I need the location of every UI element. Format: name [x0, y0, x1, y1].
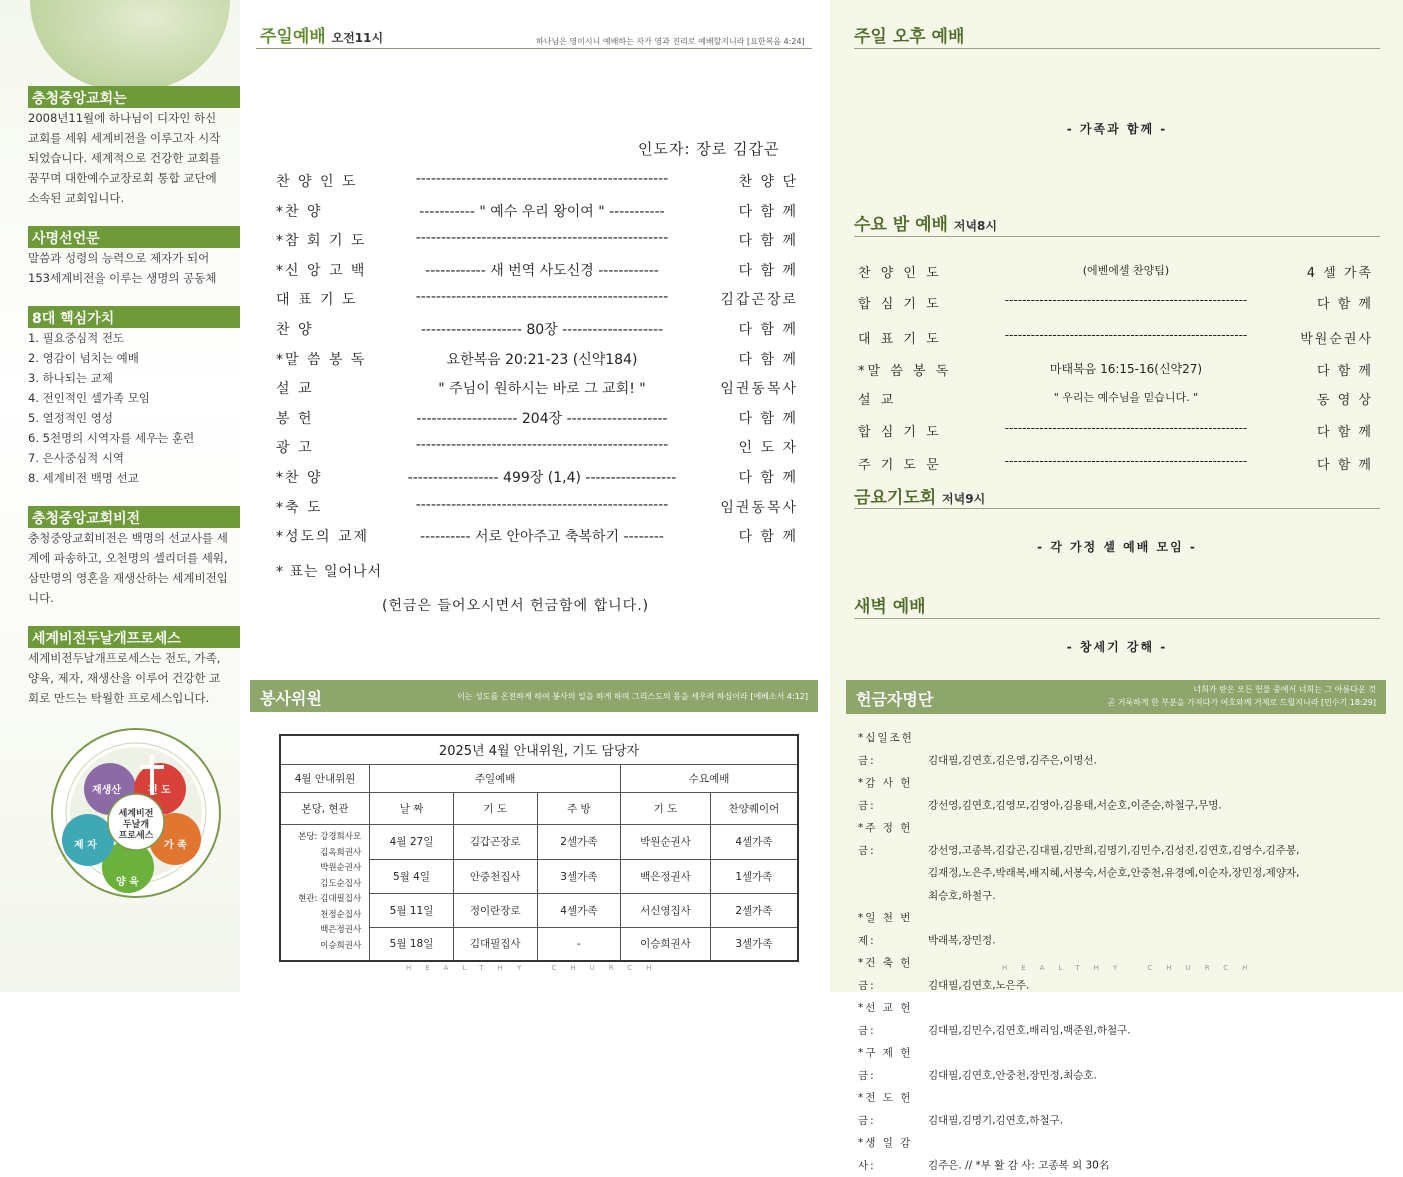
- item-leader: 다 함 께: [738, 233, 798, 250]
- volunteers-title: 봉사위원: [260, 689, 322, 708]
- giver-label: *주 정 헌 금:: [858, 822, 913, 857]
- sub-header: 주 방: [537, 792, 621, 824]
- intro-title: 충청중앙교회는: [28, 86, 240, 108]
- giver-label: *일 천 번 제:: [858, 912, 913, 947]
- item-detail: --------------------------------------------------: [415, 171, 669, 187]
- svg-text:프로세스: 프로세스: [118, 831, 154, 841]
- fri-note: - 각 가정 셀 예배 모임 -: [1037, 540, 1197, 554]
- giver-line: [858, 772, 1383, 817]
- item-detail: ----------- " 예수 우리 왕이여 " -----------: [419, 203, 665, 220]
- giver-names: 김대필,김연호,김은영,김주은,이명선.: [928, 754, 1097, 767]
- worship-row: [276, 260, 796, 280]
- giver-names: 강선영,고종복,김갑곤,김대필,김만희,김명기,김민수,김성진,김연호,김영수,김주봉,: [928, 844, 1300, 857]
- value-item: 4. 전인적인 셀가족 모임: [28, 391, 150, 405]
- svg-text:제 자: 제 자: [74, 840, 97, 851]
- item-detail: --------------------------------------------------------: [1004, 328, 1248, 342]
- wed-row: [858, 328, 1373, 347]
- guide-list: 본당: 강경희사모 김옥희권사 박원순권사 김도순집사 현관: 김대필집사 천정순집사 백은정권사 이승희권사: [280, 824, 370, 961]
- worship-row: [276, 497, 796, 517]
- wed-row: [858, 454, 1373, 473]
- wed-row: [858, 421, 1373, 440]
- item-detail: ---------- 서로 안아주고 축복하기 --------: [420, 529, 664, 546]
- item-name: 합 심 기 도: [858, 425, 942, 440]
- dawn-note: - 창세기 강해 -: [1066, 640, 1168, 654]
- sub-header: 찬양퀘이어: [710, 792, 798, 824]
- leaf-image: [30, 0, 230, 90]
- giver-line: [858, 817, 1383, 862]
- item-name: 합 심 기 도: [858, 297, 942, 312]
- giver-line: [858, 1132, 1383, 1177]
- item-name: *찬 양: [276, 203, 323, 220]
- sub-header: 기 도: [621, 792, 711, 824]
- giver-label: *구 제 헌 금:: [858, 1047, 913, 1082]
- item-detail: 요한복음 20:21-23 (신약184): [446, 351, 638, 368]
- svg-text:전 도: 전 도: [148, 785, 171, 796]
- item-leader: 찬 양 단: [738, 174, 798, 190]
- item-name: *찬 양: [276, 470, 323, 486]
- mission-text: 말씀과 성령의 능력으로 제자가 되어 153세계비전을 이루는 생명의 공동체: [28, 251, 217, 285]
- divider: [854, 236, 1380, 237]
- worship-row: [276, 349, 796, 369]
- svg-text:두날개: 두날개: [122, 820, 150, 830]
- table-row: 5월 11일 정이란장로 4셀가족 서신영집사 2셀가족: [280, 893, 798, 927]
- worship-row: [276, 408, 796, 428]
- item-name: 광 고: [276, 440, 314, 457]
- item-name: *말 씀 봉 독: [858, 364, 952, 379]
- sunday-title: 주일예배 오전11시: [260, 27, 384, 47]
- afternoon-title: 주일 오후 예배: [854, 27, 965, 47]
- process-text: 세계비전두날개프로세스는 전도, 가족, 양육, 제자, 재생산을 이루어 건강한 교회로 만드는 탁월한 프로세스입니다.: [28, 651, 221, 705]
- giver-label: *감 사 헌 금:: [858, 777, 913, 812]
- wed-row: [858, 262, 1373, 281]
- wed-title: 수요 밤 예배 저녁8시: [854, 215, 998, 235]
- item-leader: 임권동목사: [720, 381, 798, 398]
- duty-table: [279, 734, 799, 962]
- item-leader: 다 함 께: [738, 262, 798, 279]
- leader: 인도자: 장로 김갑곤: [638, 140, 780, 158]
- giver-line: [858, 727, 1383, 772]
- sub-header: 기 도: [453, 792, 537, 824]
- sunday-motto: 하나님은 영이시니 예배하는 자가 영과 진리로 예배할지니라 [요한복음 4:24]: [536, 37, 805, 46]
- mission-title: 사명선언문: [28, 226, 240, 248]
- value-item: 7. 은사중심적 시역: [28, 451, 125, 465]
- svg-text:양 육: 양 육: [116, 877, 139, 888]
- item-name: 설 교: [276, 381, 314, 398]
- item-leader: 김갑곤장로: [720, 292, 798, 309]
- item-detail: -------------------- 204장 --------------------: [416, 410, 668, 427]
- item-leader: 임권동목사: [720, 499, 798, 516]
- item-detail: --------------------------------------------------: [415, 289, 669, 306]
- divider: [256, 48, 812, 49]
- giver-line: [858, 1042, 1383, 1087]
- value-item: 3. 하나되는 교제: [28, 371, 113, 385]
- item-detail: --------------------------------------------------: [415, 230, 669, 247]
- worship-row: [276, 230, 796, 250]
- item-name: 대 표 기 도: [276, 292, 358, 309]
- item-leader: 다 함 께: [738, 322, 798, 338]
- offering-band: [846, 680, 1386, 714]
- col-guide: 4월 안내위원: [280, 764, 370, 792]
- item-leader: 다 함 께: [1317, 425, 1373, 440]
- wed-row: [858, 389, 1373, 408]
- values-title: 8대 핵심가치: [28, 306, 240, 328]
- giver-line: [858, 1087, 1383, 1132]
- giver-line: [858, 997, 1383, 1042]
- offering-title: 헌금자명단: [856, 690, 934, 709]
- value-item: 2. 영감이 넘치는 예배: [28, 351, 139, 365]
- sub-header: 본당, 현관: [280, 792, 370, 824]
- giver-names: 김주은. // *부 활 감 사: 고종복 외 30名: [928, 1159, 1110, 1172]
- giver-label: *십일조헌금:: [858, 732, 914, 767]
- item-detail: --------------------------------------------------------: [1004, 293, 1248, 307]
- item-detail: " 주님이 원하시는 바로 그 교회! ": [438, 381, 646, 398]
- item-detail: --------------------------------------------------------: [1004, 454, 1248, 468]
- value-item: 5. 열정적인 영성: [28, 411, 113, 425]
- item-name: 주 기 도 문: [858, 458, 942, 473]
- item-detail: (에벤에셀 찬양팀): [1082, 264, 1170, 277]
- worship-row: [276, 437, 796, 457]
- sub-header: 날 짜: [370, 792, 454, 824]
- giver-label: *건 축 헌 금:: [858, 957, 913, 992]
- item-detail: " 우리는 예수님을 믿습니다. ": [1053, 391, 1199, 404]
- afternoon-note: - 가족과 함께 -: [1066, 122, 1168, 136]
- svg-text:가 족: 가 족: [164, 840, 187, 851]
- svg-text:재생산: 재생산: [92, 785, 121, 796]
- divider: [854, 48, 1380, 49]
- healthy-church-footer: HEALTHY CHURCH: [1002, 964, 1262, 972]
- intro-text: 2008년11월에 하나님이 디자인 하신 교회를 세워 세계비전을 이루고자 시작되었습니다. 세계적으로 건강한 교회를 꿈꾸며 대한예수교장로회 통합 교단에 소속된 교회입니다.: [28, 111, 221, 205]
- table-row: 5월 4일 안중천집사 3셀가족 백은정권사 1셀가족: [280, 859, 798, 893]
- item-name: *신 앙 고 백: [276, 262, 367, 279]
- item-leader: 박원순권사: [1300, 332, 1373, 347]
- item-leader: 다 함 께: [1317, 364, 1373, 379]
- vision-title: 충청중앙교회비전: [28, 506, 240, 528]
- giver-names: 김대필,김연호,노은주.: [928, 979, 1030, 992]
- giver-names: 김대필,김명기,김연호,하철구.: [928, 1114, 1064, 1127]
- col-sunday: 주일예배: [370, 764, 621, 792]
- giver-names: 최승호,하철구.: [928, 889, 996, 902]
- item-leader: 4 셀 가족: [1306, 266, 1373, 281]
- item-name: *성도의 교제: [276, 529, 370, 546]
- item-leader: 인 도 자: [738, 440, 798, 457]
- item-detail: --------------------------------------------------------: [1004, 421, 1248, 435]
- worship-row: [276, 378, 796, 398]
- item-leader: 다 함 께: [738, 351, 798, 368]
- worship-row: [276, 171, 796, 191]
- dawn-title: 새벽 예배: [854, 597, 926, 617]
- offering-motto: 너희가 받은 모든 헌물 중에서 너희는 그 아름다운 것 곧 거룩하게 한 부분을 가져다가 여호와께 거제로 드릴지니라 [민수기 18:29]: [1107, 685, 1376, 707]
- table-title: 2025년 4월 안내위원, 기도 담당자: [280, 735, 798, 764]
- value-item: 8. 세계비전 백명 선교: [28, 471, 139, 485]
- healthy-church-footer: HEALTHY CHURCH: [406, 964, 666, 972]
- giver-names: 김대필,김민수,김연호,배리임,백준원,하철구.: [928, 1024, 1131, 1037]
- item-name: *말 씀 봉 독: [276, 351, 367, 368]
- item-detail: -------------------- 80장 --------------------: [420, 322, 664, 338]
- two-wings-process-wheel: [50, 727, 222, 899]
- item-name: 찬 양 인 도: [858, 266, 942, 281]
- giver-names: 박래복,장민정.: [928, 934, 996, 947]
- fri-title: 금요기도회 저녁9시: [854, 488, 986, 508]
- wed-row: [858, 293, 1373, 312]
- worship-row: [276, 319, 796, 339]
- item-detail: --------------------------------------------------: [415, 437, 669, 454]
- values-list: [28, 328, 228, 488]
- giver-line: [858, 952, 1383, 997]
- worship-row: [276, 289, 796, 309]
- worship-row: [276, 201, 796, 221]
- givers-list: [858, 727, 1383, 1177]
- col-wed: 수요예배: [621, 764, 798, 792]
- item-leader: 다 함 께: [738, 529, 798, 546]
- divider: [854, 618, 1380, 619]
- process-title: 세계비전두날개프로세스: [28, 626, 240, 648]
- table-row: 5월 18일 김대필집사 - 이승희권사 3셀가족: [280, 927, 798, 961]
- item-leader: 동 영 상: [1317, 393, 1373, 408]
- item-leader: 다 함 께: [1317, 297, 1373, 312]
- item-detail: --------------------------------------------------: [415, 496, 669, 513]
- giver-label: *생 일 감 사:: [858, 1137, 913, 1172]
- volunteers-motto: 이는 성도를 온전하게 하여 봉사의 일을 하게 하며 그리스도의 몸을 세우려 하심이라 [에베소서 4:12]: [457, 692, 808, 701]
- value-item: 6. 5천명의 시역자를 세우는 훈련: [28, 431, 195, 445]
- giver-names: 강선영,김연호,김영모,김영아,김용태,서순호,이준순,하철구,무명.: [928, 799, 1222, 812]
- giver-names: 김대필,김연호,안중천,장민정,최승호.: [928, 1069, 1097, 1082]
- item-name: *참 회 기 도: [276, 233, 367, 250]
- footnote: * 표는 일어나서: [276, 564, 383, 580]
- item-leader: 다 함 께: [738, 203, 798, 220]
- item-name: 찬 양 인 도: [276, 174, 358, 190]
- offering-note: (헌금은 들어오시면서 헌금함에 합니다.): [382, 598, 650, 614]
- giver-line: [858, 885, 1383, 908]
- svg-text:세계비전: 세계비전: [118, 809, 154, 819]
- giver-label: *선 교 헌 금:: [858, 1002, 913, 1037]
- item-detail: ------------------ 499장 (1,4) ------------------: [407, 470, 677, 486]
- giver-label: *전 도 헌 금:: [858, 1092, 913, 1127]
- divider: [854, 508, 1380, 509]
- item-detail: 마태복음 16:15-16(신약27): [1049, 362, 1203, 376]
- value-item: 1. 필요중심적 전도: [28, 331, 125, 345]
- vision-text: 충청중앙교회비전은 백명의 선교사를 세계에 파송하고, 오천명의 셀리더를 세워, 삼만명의 영혼을 재생산하는 세계비전입니다.: [28, 531, 228, 605]
- worship-row: [276, 526, 796, 546]
- volunteers-band: [250, 680, 818, 712]
- wed-row: [858, 360, 1373, 379]
- giver-names: 김재정,노은주,박래복,배지혜,서봉숙,서순호,안중천,유경예,이순자,장민정,제양자,: [928, 867, 1300, 879]
- table-row: 본당: 강경희사모 김옥희권사 박원순권사 김도순집사 현관: 김대필집사 천정순집사 백은정권사 이승희권사 4월 27일 김갑곤장로 2셀가족 박원순권사 4셀가족: [280, 824, 798, 859]
- item-name: 봉 헌: [276, 410, 314, 427]
- item-name: 설 교: [858, 393, 897, 408]
- item-name: *축 도: [276, 499, 323, 516]
- giver-line: [858, 907, 1383, 952]
- item-name: 찬 양: [276, 322, 314, 338]
- item-leader: 다 함 께: [738, 470, 798, 486]
- item-name: 대 표 기 도: [858, 332, 942, 347]
- item-leader: 다 함 께: [1317, 458, 1373, 473]
- left-column: [0, 0, 240, 992]
- giver-line: [858, 862, 1383, 885]
- worship-row: [276, 467, 796, 487]
- item-detail: ------------ 새 번역 사도신경 ------------: [425, 262, 659, 279]
- item-leader: 다 함 께: [738, 410, 798, 427]
